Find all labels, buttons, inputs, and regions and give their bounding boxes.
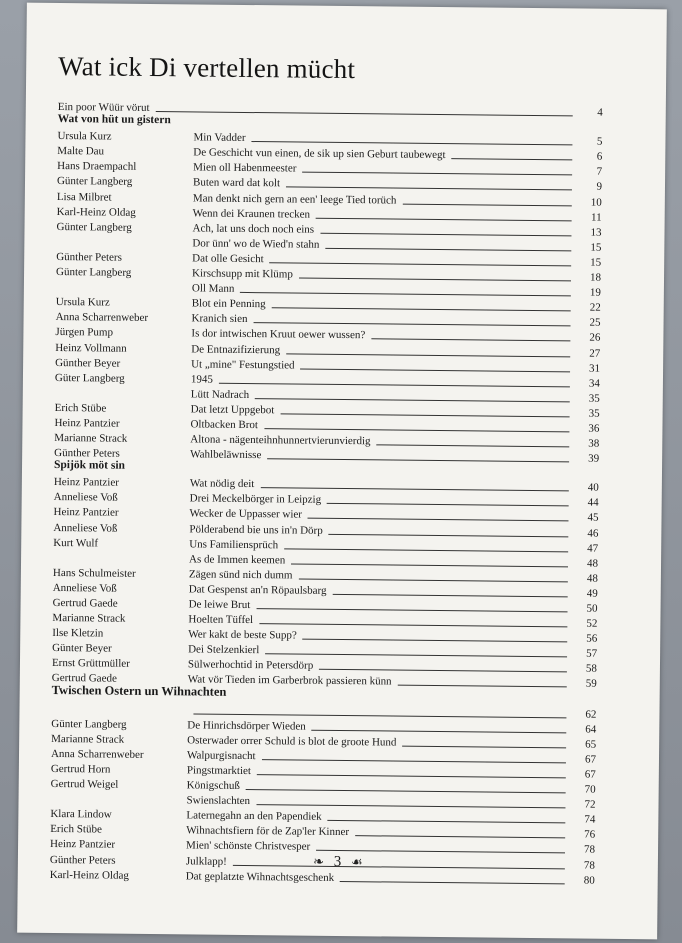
toc-author: Günter Langberg: [56, 220, 132, 234]
toc-author: Anneliese Voß: [53, 491, 118, 504]
toc-author: Marianne Strack: [52, 612, 126, 625]
toc-author: Anna Scharrenweber: [55, 311, 149, 325]
toc-page-number: 72: [584, 798, 596, 811]
toc-author: Ernst Grüttmüller: [51, 657, 130, 671]
toc-author: Gertrud Weigel: [50, 777, 119, 791]
toc-page-number: 36: [588, 422, 600, 435]
toc-story-title: Hoelten Tüffel: [188, 613, 254, 627]
toc-author: Ursula Kurz: [55, 296, 110, 309]
toc-story-title: As de Immen keemen: [189, 553, 286, 567]
toc-page-number: 7: [596, 166, 603, 179]
toc-page-number: 34: [588, 377, 600, 390]
toc-story-title: Kranich sien: [191, 312, 248, 326]
toc-author: Marianne Strack: [54, 432, 128, 445]
preface-label: Ein poor Wüür vörut: [57, 101, 150, 115]
toc-story-title: De Entnazifizierung: [191, 342, 281, 356]
toc-story-title: Buten ward dat kolt: [192, 176, 281, 190]
toc-author: Günter Langberg: [56, 175, 133, 189]
toc-page-number: 25: [589, 316, 601, 330]
toc-story-title: Man denkt nich gern an een' leege Tied torüch: [192, 191, 397, 207]
toc-story-title: De Hinrichsdörper Wieden: [187, 719, 306, 733]
toc-story-title: Oll Mann: [191, 282, 235, 295]
toc-story-title: Oltbacken Brot: [190, 418, 259, 432]
toc-page-number: 52: [586, 617, 598, 630]
toc-story-title: Mien oll Habenmeester: [193, 161, 297, 175]
toc-page-number: 46: [587, 527, 599, 540]
toc-page-number: 15: [590, 241, 602, 254]
toc-author: Günther Beyer: [55, 356, 121, 370]
toc-story-title: Uns Familiensprüch: [189, 538, 279, 551]
toc-author: Anna Scharrenweber: [50, 747, 144, 761]
toc-author: Gertrud Horn: [50, 762, 111, 776]
toc-page-number: 62: [585, 708, 597, 721]
toc-author: Erich Stübe: [50, 823, 102, 836]
page-title: Wat ick Di vertellen mücht: [58, 51, 356, 85]
toc-page-number: 15: [590, 256, 602, 269]
dot-leader: [452, 158, 573, 160]
toc-page-number: 58: [585, 662, 598, 676]
toc-author: Güter Langberg: [54, 371, 125, 385]
toc-page-number: 39: [588, 452, 600, 465]
toc-author: Gertrud Gaede: [52, 596, 118, 610]
toc-page-number: 19: [589, 286, 601, 299]
toc-story-title: Dei Stelzenkierl: [188, 643, 260, 657]
toc-story-title: Dat geplatzte Wihnachtsgeschenk: [185, 869, 335, 884]
toc-author: Karl-Heinz Oldag: [49, 868, 129, 882]
toc-story-title: Wihnachtsfiern för de Zap'ler Kinner: [186, 824, 350, 839]
ornament-right-icon: ☙: [350, 855, 363, 871]
toc-author: Anneliese Voß: [52, 581, 117, 595]
toc-story-title: Lütt Nadrach: [190, 388, 250, 401]
toc-story-title: Kirschsupp mit Klümp: [191, 267, 293, 281]
toc-story-title: Dat letzt Uppgebot: [190, 403, 275, 417]
toc-page-number: 67: [584, 753, 597, 766]
toc-page-number: 48: [586, 572, 598, 585]
toc-story-title: Pölderabend bie uns in'n Dörp: [189, 522, 323, 537]
toc-page-number: 35: [588, 407, 600, 420]
toc-author: Günther Peters: [54, 447, 120, 460]
toc-story-title: Wenn dei Kraunen trecken: [192, 207, 311, 221]
toc-story-title: Ut „mine" Festungstied: [191, 358, 295, 372]
toc-story-title: 1945: [190, 373, 214, 386]
toc-page-number: 13: [590, 226, 602, 239]
toc-story-title: Wer kakt de beste Supp?: [188, 628, 297, 642]
toc-page-number: 22: [589, 301, 601, 314]
dot-leader: [340, 881, 565, 884]
toc-page-number: 76: [584, 828, 596, 841]
toc-page-number: 49: [586, 587, 598, 600]
preface-page: 4: [597, 106, 603, 119]
toc-author: Klara Lindow: [50, 808, 112, 821]
toc-author: Heinz Pantzier: [50, 838, 116, 852]
toc-story-title: Sülwerhochtid in Petersdörp: [187, 658, 314, 673]
toc-page-number: 47: [587, 542, 599, 555]
toc-page-number: 18: [589, 271, 602, 284]
toc-page-number: 78: [583, 859, 595, 872]
toc-author: Marianne Strack: [51, 732, 125, 746]
toc-page-number: 70: [584, 783, 596, 796]
toc-page-number: 9: [596, 181, 603, 194]
toc-author: Heinz Pantzier: [54, 416, 120, 430]
toc-page-number: 56: [586, 632, 598, 645]
toc-story-title: Walpurgisnacht: [186, 749, 256, 762]
toc-story-title: Pingstmarktiet: [186, 764, 252, 778]
toc-story-title: Julklapp!: [185, 854, 227, 868]
toc-story-title: Wat vör Tieden im Garberbrok passieren künn: [187, 673, 392, 688]
toc-story-title: Zägen sünd nich dumm: [188, 568, 293, 582]
toc-author: Lisa Milbret: [56, 190, 112, 204]
toc-page-number: 59: [585, 678, 597, 691]
toc-story-title: Osterwader orrer Schuld is blot de groote Hund: [187, 734, 397, 749]
toc-author: Malte Dau: [57, 145, 105, 158]
toc-page-number: 5: [596, 135, 603, 148]
toc-page-number: 57: [586, 647, 598, 660]
toc-story-title: Laternegahn an den Papendiek: [186, 809, 322, 824]
ornament-left-icon: ❧: [313, 854, 325, 870]
toc-story-title: Mien' schönste Christvesper: [186, 839, 311, 854]
toc-author: Heinz Vollmann: [55, 341, 127, 355]
toc-author: Hans Schulmeister: [52, 566, 136, 580]
toc-page-number: 64: [585, 723, 597, 736]
toc-page-number: 48: [586, 557, 599, 570]
toc-story-title: Dat olle Gesicht: [192, 252, 264, 266]
toc-page-number: 6: [596, 150, 603, 163]
toc-story-title: Dor ünn' wo de Wied'n stahn: [192, 237, 320, 251]
toc-author: Hans Draempachl: [57, 160, 137, 174]
toc-author: Heinz Pantzier: [53, 476, 119, 489]
section-heading: Twischen Ostern un Wihnachten: [51, 683, 227, 700]
toc-story-title: Wahlbeläwnisse: [190, 448, 262, 462]
toc-page-number: 35: [588, 392, 600, 405]
toc-page-number: 65: [585, 738, 597, 751]
toc-story-title: De Geschicht vun einen, de sik up sien Geburt taubewegt: [193, 146, 446, 162]
toc-page-number: 31: [589, 362, 601, 375]
table-of-contents: [50, 98, 603, 886]
toc-author: Ilse Kletzin: [52, 627, 104, 640]
toc-author: Karl-Heinz Oldag: [56, 205, 136, 219]
toc-page-number: 27: [589, 347, 601, 360]
toc-author: Jürgen Pump: [55, 326, 114, 340]
toc-page-number: 11: [591, 211, 602, 224]
toc-story-title: Swienslachten: [186, 794, 251, 808]
toc-author: Günter Beyer: [52, 642, 112, 655]
toc-author: Gertrud Gaede: [51, 672, 117, 686]
section-heading: Wat von hüt un gistern: [57, 113, 171, 127]
toc-author: Ursula Kurz: [57, 130, 112, 143]
toc-story-title: Ach, lat uns doch noch eins: [192, 222, 315, 236]
toc-story-title: Min Vadder: [193, 131, 246, 145]
toc-page-number: 45: [587, 512, 599, 525]
toc-story-title: Wecker de Uppasser wier: [189, 507, 303, 522]
toc-story-title: Altona - nägenteihnhunnertvierunvierdig: [190, 433, 371, 448]
toc-page-number: 40: [587, 481, 599, 494]
toc-author: Anneliese Voß: [53, 521, 118, 535]
toc-story-title: Blot ein Penning: [191, 297, 266, 311]
toc-page-number: 38: [588, 437, 600, 450]
toc-author: Kurt Wulf: [53, 536, 99, 550]
toc-author: Günther Peters: [49, 853, 116, 867]
footer-page-number: 3: [333, 853, 342, 871]
book-page: [17, 3, 667, 940]
toc-page-number: 44: [587, 496, 599, 510]
toc-page-number: 26: [589, 331, 601, 345]
toc-story-title: Königschuß: [186, 779, 240, 792]
toc-page-number: 80: [583, 874, 595, 887]
toc-page-number: 78: [583, 843, 596, 857]
section-heading: Spijök möt sin: [53, 459, 126, 472]
toc-story-title: Wat nödig deit: [189, 477, 255, 491]
toc-page-number: 67: [584, 768, 596, 781]
toc-author: Günther Peters: [56, 250, 122, 264]
toc-author: Heinz Pantzier: [53, 506, 119, 520]
toc-story-title: Is dor intwischen Kruut oewer wussen?: [191, 327, 366, 342]
toc-page-number: 74: [584, 813, 596, 826]
toc-story-title: De leiwe Brut: [188, 598, 251, 612]
toc-author: Günter Langberg: [51, 717, 127, 731]
toc-author: Erich Stübe: [54, 401, 107, 415]
toc-page-number: 10: [590, 196, 602, 209]
toc-story-title: Drei Meckelbörger in Leipzig: [189, 492, 322, 507]
toc-story-title: Dat Gespenst an'n Röpaulsbarg: [188, 583, 327, 597]
toc-author: Günter Langberg: [56, 266, 132, 279]
toc-page-number: 50: [586, 602, 598, 615]
